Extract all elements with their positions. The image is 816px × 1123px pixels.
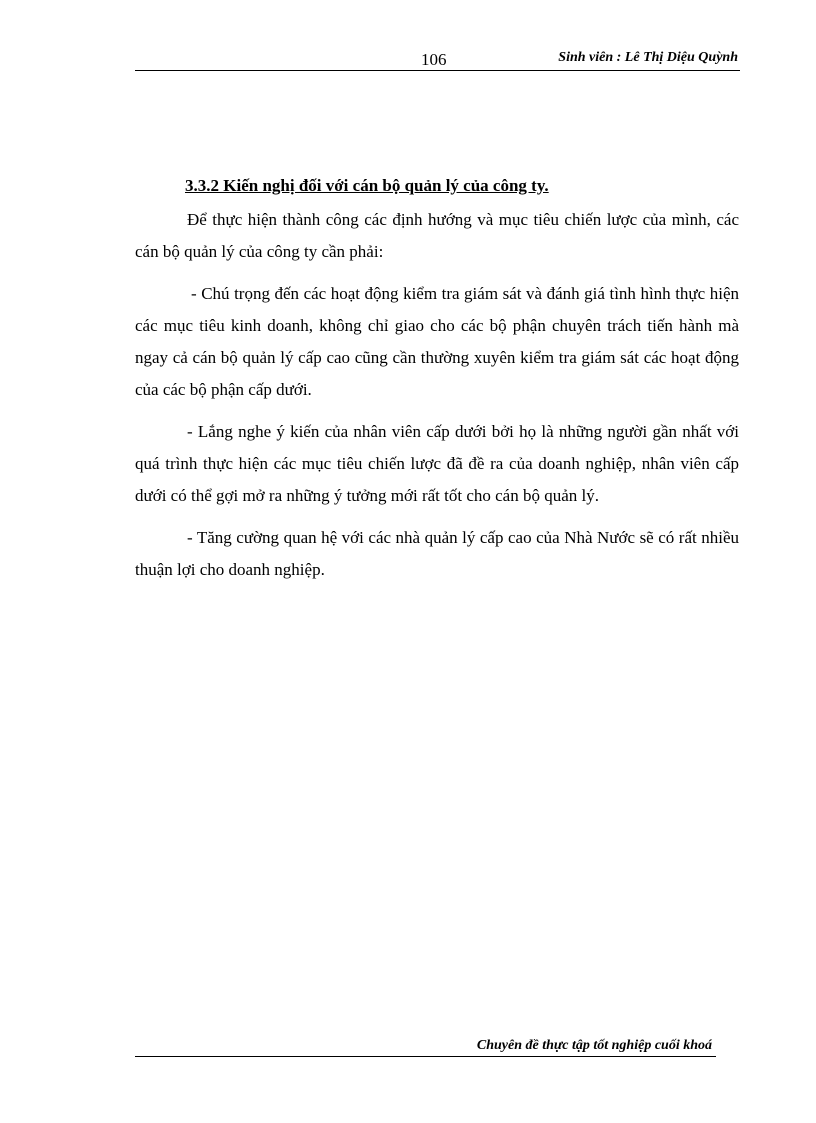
paragraph-intro: Để thực hiện thành công các định hướng và mục tiêu chiến lược của mình, các cán bộ quản lý của công ty cần phải: bbox=[135, 210, 739, 261]
page-header bbox=[135, 46, 740, 71]
document-body bbox=[135, 170, 739, 596]
header-author: Sinh viên : Lê Thị Diệu Quỳnh bbox=[558, 50, 738, 65]
paragraph-bullet-listening: - Lắng nghe ý kiến của nhân viên cấp dưới bởi họ là những người gần nhất với quá trình thực hiện các mục tiêu chiến lược đã đề ra của doanh nghiệp, nhân viên cấp dưới có thể gợi mở ra những ý tưởng mới rất tốt cho cán bộ quản lý. bbox=[135, 422, 739, 505]
footer-title: Chuyên đề thực tập tốt nghiệp cuối khoá bbox=[476, 1038, 712, 1053]
section-heading: 3.3.2 Kiến nghị đối với cán bộ quản lý của công ty. bbox=[185, 176, 549, 195]
page-footer bbox=[135, 1034, 716, 1057]
paragraph-bullet-relations: - Tăng cường quan hệ với các nhà quản lý cấp cao của Nhà Nước sẽ có rất nhiều thuận lợi cho doanh nghiệp. bbox=[135, 528, 739, 579]
page-number: 106 bbox=[421, 50, 447, 69]
paragraph-bullet-monitoring: - Chú trọng đến các hoạt động kiểm tra giám sát và đánh giá tình hình thực hiện các mục tiêu kinh doanh, không chỉ giao cho các bộ phận chuyên trách tiến hành mà ngay cả cán bộ quản lý cấp cao cũng cần thường xuyên kiểm tra giám sát các hoạt động của các bộ phận cấp dưới. bbox=[135, 284, 739, 399]
